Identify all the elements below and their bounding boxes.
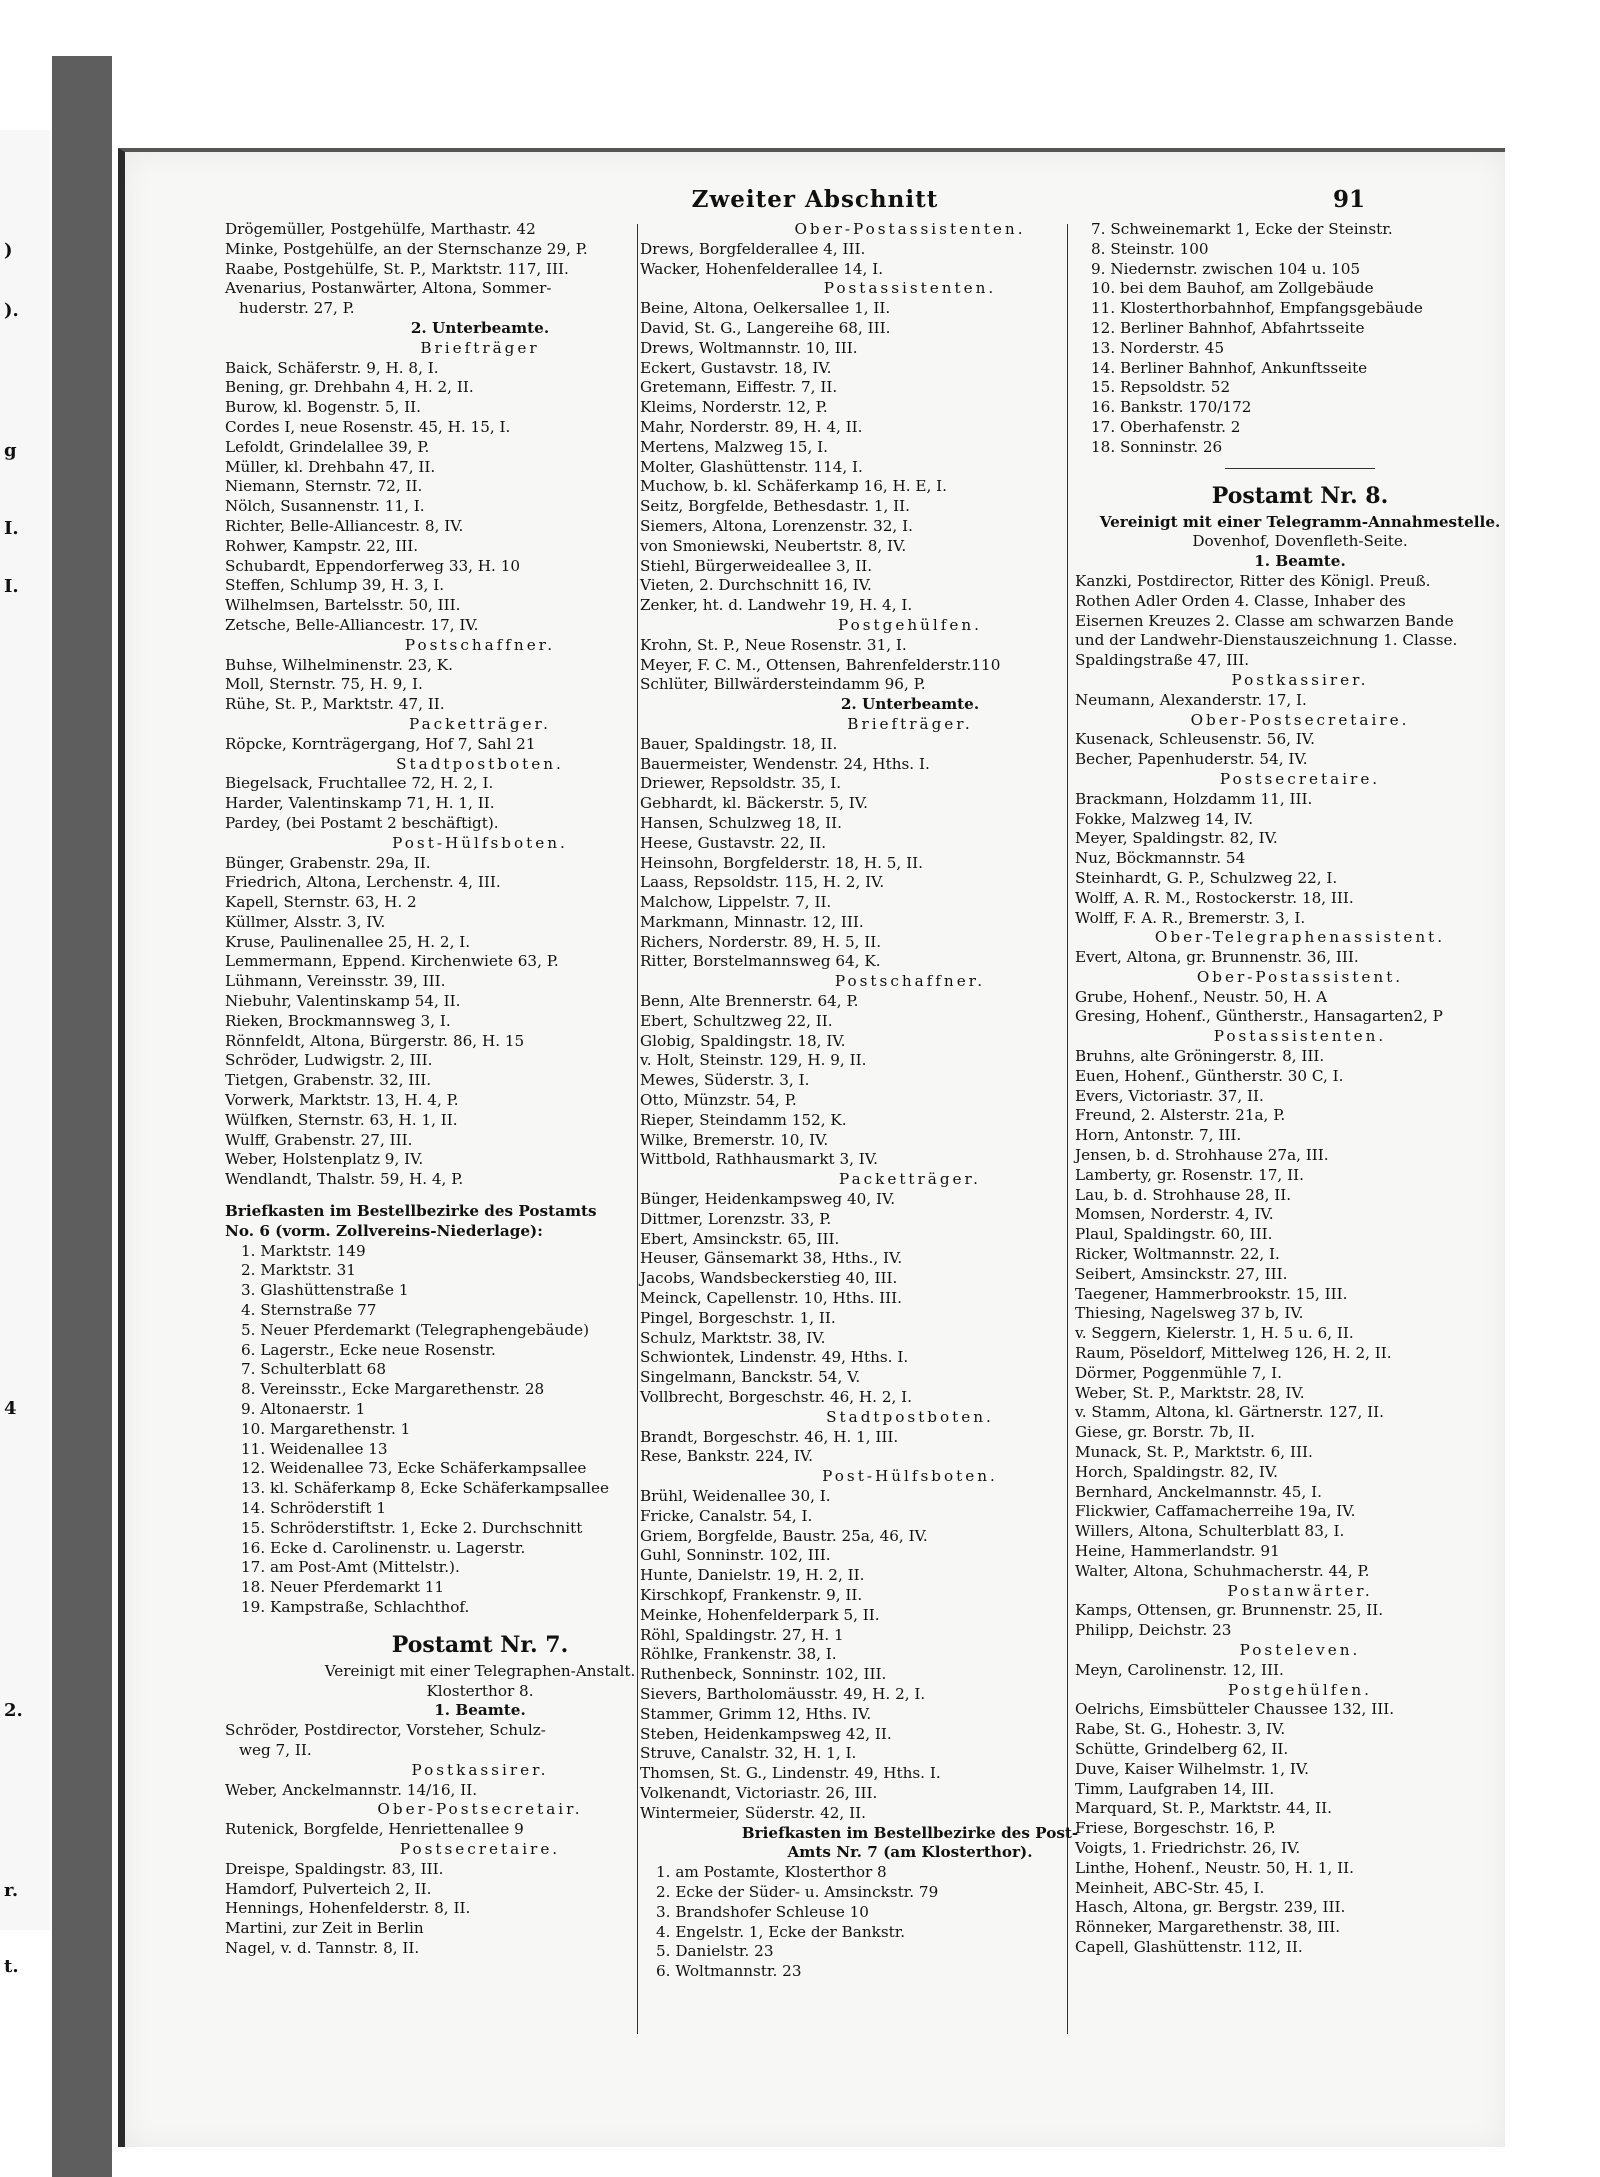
directory-entry: Lefoldt, Grindelallee 39, P. (225, 437, 430, 456)
category-heading: Postanwärter. (1227, 1581, 1373, 1600)
directory-entry: Schulz, Marktstr. 38, IV. (640, 1328, 826, 1347)
directory-entry: Buhse, Wilhelminenstr. 23, K. (225, 655, 453, 674)
directory-entry: Kusenack, Schleusenstr. 56, IV. (1075, 730, 1315, 749)
directory-entry: Richter, Belle-Alliancestr. 8, IV. (225, 516, 464, 535)
directory-entry: Ebert, Schultzweg 22, II. (640, 1011, 833, 1030)
directory-entry: Kirschkopf, Frankenstr. 9, II. (640, 1585, 863, 1604)
column-right (1075, 220, 1525, 1958)
category-heading: Ober-Postassistent. (1196, 967, 1404, 986)
previous-page-edge (0, 0, 112, 2177)
directory-entry: Malchow, Lippelstr. 7, II. (640, 893, 832, 912)
category-heading: Postschaffner. (404, 635, 556, 654)
letterbox-entry: 3. Glashüttenstraße 1 (241, 1281, 409, 1300)
directory-entry: Biegelsack, Fruchtallee 72, H. 2, I. (225, 774, 494, 793)
letterbox-entry: 4. Sternstraße 77 (241, 1301, 377, 1320)
directory-entry: Beine, Altona, Oelkersallee 1, II. (640, 299, 891, 318)
directory-entry: Nölch, Susannenstr. 11, I. (225, 497, 425, 516)
directory-entry: Flickwier, Caffamacherreihe 19a, IV. (1075, 1502, 1356, 1521)
directory-entry: Meinheit, ABC-Str. 45, I. (1075, 1878, 1265, 1897)
directory-entry: Eckert, Gustavstr. 18, IV. (640, 358, 832, 377)
letterbox-entry: 16. Bankstr. 170/172 (1091, 398, 1252, 417)
letterbox-entry: 2. Marktstr. 31 (241, 1261, 356, 1280)
directory-entry: Duve, Kaiser Wilhelmstr. 1, IV. (1075, 1759, 1309, 1778)
prev-page-fragment: 4 (4, 1398, 17, 1419)
directory-entry: Drews, Borgfelderallee 4, III. (640, 239, 866, 258)
directory-entry: Röhl, Spaldingstr. 27, H. 1 (640, 1625, 844, 1644)
directory-entry: Weber, Holstenplatz 9, IV. (225, 1150, 424, 1169)
directory-entry: Stammer, Grimm 12, Hths. IV. (640, 1704, 872, 1723)
directory-entry: Oelrichs, Eimsbütteler Chaussee 132, III. (1075, 1700, 1395, 1719)
section-heading: Amts Nr. 7 (am Klosterthor). (787, 1843, 1033, 1862)
letterbox-entry: 6. Woltmannstr. 23 (656, 1962, 802, 1981)
letterbox-entry: 6. Lagerstr., Ecke neue Rosenstr. (241, 1340, 496, 1359)
directory-entry: Schlüter, Billwärdersteindamm 96, P. (640, 675, 926, 694)
directory-entry: Griem, Borgfelde, Baustr. 25a, 46, IV. (640, 1526, 928, 1545)
directory-entry: Hennings, Hohenfelderstr. 8, II. (225, 1899, 471, 1918)
directory-entry: und der Landwehr-Dienstauszeichnung 1. Classe. (1075, 631, 1458, 650)
directory-entry: Kapell, Sternstr. 63, H. 2 (225, 893, 417, 912)
directory-entry: Rutenick, Borgfelde, Henriettenallee 9 (225, 1820, 524, 1839)
directory-entry: Rohwer, Kampstr. 22, III. (225, 536, 419, 555)
category-heading: Briefträger (420, 338, 540, 357)
directory-entry: Rieken, Brockmannsweg 3, I. (225, 1011, 451, 1030)
prev-page-fragment: I. (4, 576, 19, 597)
directory-entry: Globig, Spaldingstr. 18, IV. (640, 1031, 846, 1050)
category-heading: Postschaffner. (834, 972, 986, 991)
directory-entry: Brühl, Weidenallee 30, I. (640, 1487, 831, 1505)
directory-entry: Lau, b. d. Strohhause 28, II. (1075, 1185, 1292, 1204)
directory-entry: Meinke, Hohenfelderpark 5, II. (640, 1605, 880, 1624)
section-heading: 2. Unterbeamte. (840, 695, 980, 714)
category-heading: Briefträger. (847, 714, 973, 733)
directory-entry: Rönneker, Margarethenstr. 38, III. (1075, 1918, 1341, 1937)
directory-entry: Fricke, Canalstr. 54, I. (640, 1506, 813, 1525)
category-heading: Posteleven. (1239, 1640, 1361, 1659)
directory-entry: Röpcke, Kornträgergang, Hof 7, Sahl 21 (225, 734, 536, 753)
prev-page-fragment: ). (4, 300, 19, 321)
directory-entry: Zetsche, Belle-Alliancestr. 17, IV. (225, 615, 479, 634)
directory-entry: Becher, Papenhuderstr. 54, IV. (1075, 750, 1308, 769)
directory-entry: Burow, kl. Bogenstr. 5, II. (225, 398, 421, 417)
letterbox-entry: 8. Vereinsstr., Ecke Margarethenstr. 28 (241, 1380, 545, 1399)
category-heading: Stadtpostboten. (396, 754, 564, 773)
page-binding-shadow (52, 56, 112, 2177)
letterbox-entry: 15. Schröderstiftstr. 1, Ecke 2. Durchschnitt (241, 1518, 583, 1537)
letterbox-entry: 5. Danielstr. 23 (656, 1942, 774, 1961)
directory-entry: Molter, Glashüttenstr. 114, I. (640, 457, 863, 476)
category-heading: Postassistenten. (1213, 1027, 1387, 1046)
directory-entry: Niemann, Sternstr. 72, II. (225, 477, 423, 496)
directory-entry: Steben, Heidenkampsweg 42, II. (640, 1724, 892, 1743)
category-heading: Postsecretaire. (399, 1839, 561, 1858)
directory-entry: Raum, Pöseldorf, Mittelweg 126, H. 2, II. (1075, 1344, 1392, 1363)
category-heading: Postkassirer. (1231, 670, 1369, 689)
directory-entry: Bünger, Grabenstr. 29a, II. (225, 853, 431, 872)
directory-entry: Evers, Victoriastr. 37, II. (1075, 1086, 1264, 1105)
category-heading: Ober-Postassistenten. (794, 220, 1026, 238)
directory-entry: Jacobs, Wandsbeckerstieg 40, III. (640, 1269, 898, 1288)
postamt-subtitle: Vereinigt mit einer Telegraphen-Anstalt. (324, 1661, 636, 1680)
letterbox-entry: 3. Brandshofer Schleuse 10 (656, 1902, 869, 1921)
letterbox-entry: 1. Marktstr. 149 (241, 1241, 366, 1260)
directory-entry: Lamberty, gr. Rosenstr. 17, II. (1075, 1165, 1304, 1184)
directory-entry: Walter, Altona, Schuhmacherstr. 44, P. (1075, 1561, 1370, 1580)
directory-entry: Küllmer, Alsstr. 3, IV. (225, 912, 386, 931)
directory-entry: Willers, Altona, Schulterblatt 83, I. (1075, 1522, 1345, 1541)
category-heading: Postsecretaire. (1219, 769, 1381, 788)
directory-entry: Guhl, Sonninstr. 102, III. (640, 1546, 831, 1565)
directory-entry: Drögemüller, Postgehülfe, Marthastr. 42 (225, 220, 536, 238)
directory-entry: Rese, Bankstr. 224, IV. (640, 1447, 813, 1466)
directory-entry: Richers, Norderstr. 89, H. 5, II. (640, 932, 882, 951)
directory-entry: Ritter, Borstelmannsweg 64, K. (640, 952, 881, 971)
directory-entry: Brandt, Borgeschstr. 46, H. 1, III. (640, 1427, 899, 1446)
directory-entry: Mahr, Norderstr. 89, H. 4, II. (640, 417, 863, 436)
directory-entry: Bünger, Heidenkampsweg 40, IV. (640, 1190, 896, 1209)
directory-entry: Wilke, Bremerstr. 10, IV. (640, 1130, 829, 1149)
directory-entry: Munack, St. P., Marktstr. 6, III. (1075, 1443, 1313, 1462)
prev-page-fragment: g (4, 440, 17, 461)
directory-entry: Driewer, Repsoldstr. 35, I. (640, 774, 842, 793)
directory-entry: Jensen, b. d. Strohhause 27a, III. (1075, 1146, 1329, 1165)
directory-entry: Friedrich, Altona, Lerchenstr. 4, III. (225, 873, 501, 892)
letterbox-entry: 12. Weidenallee 73, Ecke Schäferkampsallee (241, 1459, 587, 1478)
letterbox-entry: 7. Schulterblatt 68 (241, 1360, 386, 1379)
directory-entry: Martini, zur Zeit in Berlin (225, 1919, 424, 1938)
postamt-subtitle: Dovenhof, Dovenfleth-Seite. (1192, 532, 1408, 551)
directory-entry: Linthe, Hohenf., Neustr. 50, H. 1, II. (1075, 1858, 1354, 1877)
directory-entry: Raabe, Postgehülfe, St. P., Marktstr. 117, III. (225, 259, 569, 278)
directory-entry: Meyn, Carolinenstr. 12, III. (1075, 1660, 1284, 1679)
directory-entry: Muchow, b. kl. Schäferkamp 16, H. E, I. (640, 477, 947, 496)
directory-entry: Rabe, St. G., Hohestr. 3, IV. (1075, 1720, 1286, 1739)
directory-entry: Heese, Gustavstr. 22, II. (640, 833, 827, 852)
directory-entry: Hansen, Schulzweg 18, II. (640, 813, 842, 832)
letterbox-entry: 18. Sonninstr. 26 (1091, 437, 1223, 456)
entry-continuation: huderstr. 27, P. (239, 299, 355, 318)
directory-entry: Fokke, Malzweg 14, IV. (1075, 809, 1254, 828)
letterbox-entry: 10. bei dem Bauhof, am Zollgebäude (1091, 279, 1374, 298)
directory-entry: Meinck, Capellenstr. 10, Hths. III. (640, 1289, 902, 1308)
directory-entry: Meyer, Spaldingstr. 82, IV. (1075, 829, 1278, 848)
directory-entry: Tietgen, Grabenstr. 32, III. (225, 1071, 432, 1090)
directory-entry: Bernhard, Anckelmannstr. 45, I. (1075, 1482, 1322, 1501)
directory-entry: Rothen Adler Orden 4. Classe, Inhaber des (1075, 591, 1406, 610)
directory-entry: Vollbrecht, Borgeschstr. 46, H. 2, I. (640, 1388, 912, 1407)
directory-entry: Horch, Spaldingstr. 82, IV. (1075, 1462, 1278, 1481)
directory-entry: Hunte, Danielstr. 19, H. 2, II. (640, 1566, 865, 1585)
directory-entry: Freund, 2. Alsterstr. 21a, P. (1075, 1106, 1286, 1125)
letterbox-entry: 9. Altonaerstr. 1 (241, 1400, 366, 1419)
letterbox-entry: 16. Ecke d. Carolinenstr. u. Lagerstr. (241, 1538, 526, 1557)
directory-entry: Röhlke, Frankenstr. 38, I. (640, 1645, 837, 1664)
directory-entry: Friese, Borgeschstr. 16, P. (1075, 1819, 1276, 1838)
directory-entry: Capell, Glashüttenstr. 112, II. (1075, 1937, 1303, 1956)
letterbox-entry: 11. Klosterthorbahnhof, Empfangsgebäude (1091, 299, 1423, 318)
prev-page-fragment: t. (4, 1956, 19, 1977)
directory-entry: Marquard, St. P., Marktstr. 44, II. (1075, 1799, 1332, 1818)
directory-entry: Voigts, 1. Friedrichstr. 26, IV. (1075, 1838, 1301, 1857)
section-title: Zweiter Abschnitt (691, 186, 939, 213)
section-heading: Briefkasten im Bestellbezirke des Post- (741, 1823, 1079, 1842)
directory-entry: Seitz, Borgfelde, Bethesdastr. 1, II. (640, 497, 911, 516)
category-heading: Postassistenten. (823, 279, 997, 298)
directory-entry: Heuser, Gänsemarkt 38, Hths., IV. (640, 1249, 903, 1268)
postamt-subtitle: Klosterthor 8. (426, 1681, 534, 1700)
directory-entry: Zenker, ht. d. Landwehr 19, H. 4, I. (640, 596, 913, 615)
prev-page-fragment: ) (4, 240, 13, 261)
postamt-title: Postamt Nr. 7. (391, 1631, 569, 1658)
directory-entry: Pardey, (bei Postamt 2 beschäftigt). (225, 813, 499, 832)
directory-entry: Seibert, Amsinckstr. 27, III. (1075, 1264, 1288, 1283)
directory-entry: Wülfken, Sternstr. 63, H. 1, II. (225, 1110, 458, 1129)
directory-entry: Stiehl, Bürgerweideallee 3, II. (640, 556, 873, 575)
letterbox-entry: 13. kl. Schäferkamp 8, Ecke Schäferkampsallee (241, 1479, 609, 1498)
directory-entry: Kleims, Norderstr. 12, P. (640, 398, 828, 417)
letterbox-entry: 9. Niedernstr. zwischen 104 u. 105 (1091, 259, 1361, 278)
letterbox-entry: 12. Berliner Bahnhof, Abfahrtsseite (1091, 318, 1365, 337)
directory-entry: Dörmer, Poggenmühle 7, I. (1075, 1363, 1282, 1382)
directory-entry: Meyer, F. C. M., Ottensen, Bahrenfelderstr.110 (640, 655, 1001, 674)
directory-entry: Laass, Repsoldstr. 115, H. 2, IV. (640, 873, 885, 892)
letterbox-entry: 19. Kampstraße, Schlachthof. (241, 1597, 470, 1616)
directory-entry: Philipp, Deichstr. 23 (1075, 1621, 1232, 1640)
directory-entry: Heine, Hammerlandstr. 91 (1075, 1542, 1280, 1560)
directory-entry: Weber, Anckelmannstr. 14/16, II. (225, 1780, 478, 1799)
directory-entry: Gebhardt, kl. Bäckerstr. 5, IV. (640, 794, 868, 813)
prev-page-fragment: r. (4, 1880, 19, 1901)
directory-page (118, 148, 1505, 2147)
directory-entry: Gretemann, Eiffestr. 7, II. (640, 378, 838, 397)
directory-entry: von Smoniewski, Neubertstr. 8, IV. (640, 536, 907, 555)
directory-entry: Wolff, F. A. R., Bremerstr. 3, I. (1075, 908, 1306, 927)
letterbox-entry: 14. Berliner Bahnhof, Ankunftsseite (1091, 358, 1368, 377)
category-heading: Packetträger. (839, 1170, 981, 1189)
directory-entry: Brackmann, Holzdamm 11, III. (1075, 789, 1313, 808)
directory-entry: Rühe, St. P., Marktstr. 47, II. (225, 695, 445, 714)
directory-entry: Krohn, St. P., Neue Rosenstr. 31, I. (640, 635, 907, 654)
page-header (125, 186, 1505, 214)
directory-entry: Mertens, Malzweg 15, I. (640, 437, 828, 456)
directory-entry: Harder, Valentinskamp 71, H. 1, II. (225, 794, 495, 813)
section-heading: Briefkasten im Bestellbezirke des Postamts (225, 1202, 597, 1221)
directory-entry: Schwiontek, Lindenstr. 49, Hths. I. (640, 1348, 909, 1367)
directory-entry: Weber, St. P., Marktstr. 28, IV. (1075, 1383, 1305, 1402)
category-heading: Ober-Postsecretair. (377, 1800, 583, 1819)
directory-entry: Ebert, Amsinckstr. 65, III. (640, 1229, 840, 1248)
letterbox-entry: 2. Ecke der Süder- u. Amsinckstr. 79 (656, 1882, 939, 1901)
letterbox-entry: 4. Engelstr. 1, Ecke der Bankstr. (656, 1922, 906, 1941)
directory-entry: Avenarius, Postanwärter, Altona, Sommer- (225, 279, 552, 298)
letterbox-entry: 15. Repsoldstr. 52 (1091, 378, 1231, 397)
letterbox-entry: 17. Oberhafenstr. 2 (1091, 417, 1241, 436)
section-heading: 1. Beamte. (1254, 552, 1346, 571)
directory-entry: Benn, Alte Brennerstr. 64, P. (640, 992, 859, 1011)
directory-entry: Nuz, Böckmannstr. 54 (1075, 849, 1246, 868)
directory-entry: Cordes I, neue Rosenstr. 45, H. 15, I. (225, 417, 511, 436)
letterbox-entry: 8. Steinstr. 100 (1091, 239, 1209, 258)
directory-entry: Taegener, Hammerbrookstr. 15, III. (1075, 1284, 1348, 1303)
directory-entry: Minke, Postgehülfe, an der Sternschanze 29, P. (225, 239, 588, 258)
directory-entry: Horn, Antonstr. 7, III. (1075, 1126, 1242, 1145)
directory-entry: Vorwerk, Marktstr. 13, H. 4, P. (225, 1091, 459, 1110)
directory-entry: Grube, Hohenf., Neustr. 50, H. A (1075, 987, 1328, 1006)
directory-entry: Moll, Sternstr. 75, H. 9, I. (225, 675, 423, 694)
directory-entry: Pingel, Borgeschstr. 1, II. (640, 1308, 836, 1327)
directory-entry: Hamdorf, Pulverteich 2, II. (225, 1879, 432, 1898)
letterbox-entry: 13. Norderstr. 45 (1091, 338, 1225, 357)
directory-entry: Kamps, Ottensen, gr. Brunnenstr. 25, II. (1075, 1601, 1384, 1620)
prev-page-fragment: 2. (4, 1700, 23, 1721)
category-heading: Postgehülfen. (838, 615, 982, 634)
directory-entry: Schütte, Grindelberg 62, II. (1075, 1739, 1289, 1758)
directory-entry: v. Holt, Steinstr. 129, H. 9, II. (640, 1051, 867, 1070)
letterbox-entry: 7. Schweinemarkt 1, Ecke der Steinstr. (1091, 220, 1393, 238)
prev-page-fragment: I. (4, 518, 19, 539)
directory-entry: Giese, gr. Borstr. 7b, II. (1075, 1423, 1255, 1442)
category-heading: Postkassirer. (411, 1760, 549, 1779)
directory-entry: Lühmann, Vereinsstr. 39, III. (225, 972, 446, 991)
directory-entry: Ruthenbeck, Sonninstr. 102, III. (640, 1665, 887, 1684)
directory-entry: Müller, kl. Drehbahn 47, II. (225, 457, 436, 476)
directory-entry: Thomsen, St. G., Lindenstr. 49, Hths. I. (640, 1764, 941, 1783)
directory-entry: David, St. G., Langereihe 68, III. (640, 318, 891, 337)
directory-entry: Eisernen Kreuzes 2. Classe am schwarzen Bande (1075, 611, 1454, 630)
directory-entry: Schröder, Postdirector, Vorsteher, Schulz- (225, 1721, 546, 1740)
entry-continuation: weg 7, II. (239, 1740, 312, 1759)
directory-entry: Wolff, A. R. M., Rostockerstr. 18, III. (1075, 888, 1354, 907)
directory-entry: Schröder, Ludwigstr. 2, III. (225, 1051, 433, 1070)
directory-entry: Markmann, Minnastr. 12, III. (640, 912, 864, 931)
directory-entry: Volkenandt, Victoriastr. 26, III. (640, 1783, 878, 1802)
directory-entry: Gresing, Hohenf., Güntherstr., Hansagarten2, P (1075, 1007, 1443, 1026)
directory-entry: Steinhardt, G. P., Schulzweg 22, I. (1075, 868, 1338, 887)
directory-entry: Hasch, Altona, gr. Bergstr. 239, III. (1075, 1898, 1346, 1917)
letterbox-entry: 5. Neuer Pferdemarkt (Telegraphengebäude) (241, 1320, 590, 1339)
category-heading: Packetträger. (409, 714, 551, 733)
directory-entry: Steffen, Schlump 39, H. 3, I. (225, 576, 445, 595)
directory-entry: Momsen, Norderstr. 4, IV. (1075, 1205, 1274, 1224)
directory-entry: Baick, Schäferstr. 9, H. 8, I. (225, 358, 439, 377)
section-heading: 1. Beamte. (434, 1701, 526, 1720)
divider-rule (1225, 468, 1375, 469)
letterbox-entry: 14. Schröderstift 1 (241, 1499, 387, 1517)
postamt-title: Postamt Nr. 8. (1211, 482, 1389, 509)
section-heading: Vereinigt mit einer Telegramm-Annahmestelle. (1099, 512, 1501, 531)
directory-entry: Wittbold, Rathhausmarkt 3, IV. (640, 1150, 878, 1169)
directory-entry: v. Seggern, Kielerstr. 1, H. 5 u. 6, II. (1075, 1324, 1354, 1343)
directory-entry: Otto, Münzstr. 54, P. (640, 1091, 797, 1110)
directory-entry: Niebuhr, Valentinskamp 54, II. (225, 992, 461, 1011)
directory-entry: Dittmer, Lorenzstr. 33, P. (640, 1209, 832, 1228)
page-number: 91 (1332, 186, 1365, 213)
section-heading: 2. Unterbeamte. (410, 318, 550, 337)
directory-entry: Bauer, Spaldingstr. 18, II. (640, 734, 838, 753)
directory-entry: Lemmermann, Eppend. Kirchenwiete 63, P. (225, 952, 559, 971)
directory-entry: Mewes, Süderstr. 3, I. (640, 1071, 810, 1090)
letterbox-entry: 18. Neuer Pferdemarkt 11 (241, 1578, 445, 1597)
directory-entry: v. Stamm, Altona, kl. Gärtnerstr. 127, II. (1075, 1403, 1384, 1422)
directory-entry: Timm, Laufgraben 14, III. (1075, 1779, 1275, 1798)
category-heading: Ober-Telegraphenassistent. (1154, 928, 1446, 947)
directory-entry: Spaldingstraße 47, III. (1075, 651, 1250, 670)
directory-entry: Kanzki, Postdirector, Ritter des Königl. Preuß. (1075, 571, 1431, 590)
directory-entry: Wilhelmsen, Bartelsstr. 50, III. (225, 596, 461, 615)
letterbox-entry: 1. am Postamte, Klosterthor 8 (656, 1863, 887, 1882)
directory-entry: Bening, gr. Drehbahn 4, H. 2, II. (225, 378, 474, 397)
directory-entry: Sievers, Bartholomäusstr. 49, H. 2, I. (640, 1684, 926, 1703)
directory-entry: Dreispe, Spaldingstr. 83, III. (225, 1859, 444, 1878)
directory-entry: Siemers, Altona, Lorenzenstr. 32, I. (640, 516, 913, 535)
directory-entry: Drews, Woltmannstr. 10, III. (640, 338, 858, 357)
directory-entry: Evert, Altona, gr. Brunnenstr. 36, III. (1075, 948, 1359, 967)
directory-entry: Vieten, 2. Durchschnitt 16, IV. (640, 576, 872, 595)
section-heading: No. 6 (vorm. Zollvereins-Niederlage): (225, 1221, 543, 1240)
letterbox-entry: 11. Weidenallee 13 (241, 1439, 388, 1458)
category-heading: Ober-Postsecretaire. (1190, 710, 1410, 729)
directory-entry: Nagel, v. d. Tannstr. 8, II. (225, 1938, 420, 1957)
letterbox-entry: 17. am Post-Amt (Mittelstr.). (241, 1558, 460, 1577)
previous-page-margin (0, 130, 50, 1930)
directory-entry: Neumann, Alexanderstr. 17, I. (1075, 690, 1307, 709)
category-heading: Postgehülfen. (1228, 1680, 1372, 1699)
directory-entry: Thiesing, Nagelsweg 37 b, IV. (1075, 1304, 1304, 1323)
category-heading: Post-Hülfsboten. (392, 833, 568, 852)
directory-entry: Wacker, Hohenfelderallee 14, I. (640, 259, 884, 278)
directory-entry: Kruse, Paulinenallee 25, H. 2, I. (225, 932, 471, 951)
directory-entry: Heinsohn, Borgfelderstr. 18, H. 5, II. (640, 853, 923, 872)
directory-entry: Singelmann, Banckstr. 54, V. (640, 1368, 861, 1387)
directory-entry: Rieper, Steindamm 152, K. (640, 1110, 847, 1129)
directory-entry: Plaul, Spaldingstr. 60, III. (1075, 1225, 1273, 1244)
category-heading: Post-Hülfsboten. (822, 1467, 998, 1486)
directory-entry: Wintermeier, Süderstr. 42, II. (640, 1803, 866, 1822)
directory-entry: Bauermeister, Wendenstr. 24, Hths. I. (640, 754, 930, 773)
letterbox-entry: 10. Margarethenstr. 1 (241, 1419, 411, 1438)
directory-entry: Wulff, Grabenstr. 27, III. (225, 1130, 413, 1149)
category-heading: Stadtpostboten. (826, 1407, 994, 1426)
directory-entry: Schubardt, Eppendorferweg 33, H. 10 (225, 556, 521, 575)
directory-entry: Struve, Canalstr. 32, H. 1, I. (640, 1744, 857, 1763)
directory-entry: Euen, Hohenf., Güntherstr. 30 C, I. (1075, 1066, 1344, 1085)
directory-entry: Ricker, Woltmannstr. 22, I. (1075, 1245, 1280, 1264)
directory-entry: Bruhns, alte Gröningerstr. 8, III. (1075, 1047, 1325, 1066)
directory-entry: Wendlandt, Thalstr. 59, H. 4, P. (225, 1170, 464, 1189)
directory-entry: Rönnfeldt, Altona, Bürgerstr. 86, H. 15 (225, 1031, 525, 1050)
